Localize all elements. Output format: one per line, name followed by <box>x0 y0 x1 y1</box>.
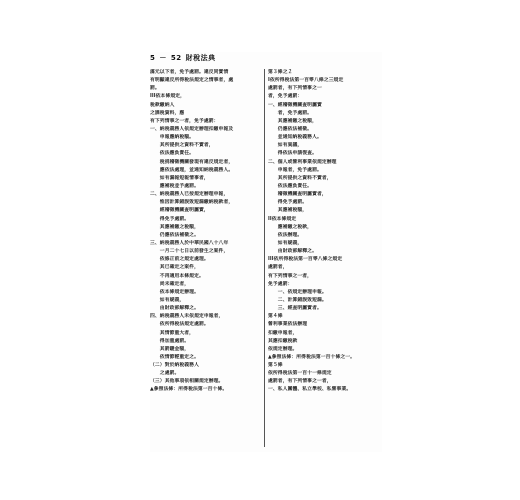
text-line: 者，免予處罰： <box>268 94 303 100</box>
text-line: ▲參照法條：所得稅法第一百十條之一。 <box>268 354 356 360</box>
header-separator: － <box>159 54 167 62</box>
text-line: 如有異議， <box>268 143 303 149</box>
text-line: 稅款繳納人 <box>150 102 175 108</box>
text-line: 稅捐稽徵機關發現有違反規定者， <box>150 159 234 165</box>
text-line: 其應扣繳稅款 <box>268 338 298 344</box>
text-line: 由財政部解釋之。 <box>268 249 317 255</box>
left-text-column <box>150 69 261 449</box>
text-line: 之課稅資料，應 <box>150 110 185 116</box>
right-text-column <box>268 69 379 449</box>
text-line: 者，免予處罰。 <box>268 110 313 116</box>
text-line: 二、個人或營利事業依規定辦理 <box>268 159 337 165</box>
text-line: 有下列情事之一者， <box>268 273 313 279</box>
page-header <box>150 52 382 64</box>
text-line: 一月二十七日以前發生之案件， <box>150 249 229 255</box>
text-line: 一、納稅義務人依規定辦理扣繳申報及 <box>150 126 234 132</box>
text-line: 依法應負責任。 <box>268 183 313 189</box>
text-line: 一、依規定辦理申報。 <box>268 289 327 295</box>
text-line: 處罰者，有下列情事之一 <box>268 86 322 92</box>
text-line: 依規定辦理。 <box>268 346 298 352</box>
text-line: 扣繳申報者， <box>268 330 298 336</box>
text-line: 並通知納稅義務人。 <box>268 135 322 141</box>
text-line: 由財政部解釋之。 <box>150 306 199 312</box>
text-line: 依法應負責任。 <box>150 151 195 157</box>
text-line: 依情節輕重定之。 <box>150 354 199 360</box>
text-line: 應依法處理，並通知納稅義務人。 <box>150 167 234 173</box>
text-line: 營利事業依法辦理 <box>268 322 308 328</box>
text-line: 如有疑義， <box>150 297 185 303</box>
text-line: 其應補繳之稅額， <box>150 224 199 230</box>
text-line: 四、納稅義務人未依規定申報者， <box>150 314 224 320</box>
text-line: I依所得稅法第一百零八條之三規定 <box>268 78 344 84</box>
text-line: 處罰者， <box>268 265 288 271</box>
text-line: 處罰者，有下列情事之一者， <box>268 379 332 385</box>
text-line: III依本條規定， <box>150 94 186 100</box>
text-line: 其應補稅額， <box>268 208 308 214</box>
text-line: 有下列情事之一者，免予處罰： <box>150 118 219 124</box>
text-line: 其所提供之資料不實者， <box>150 143 214 149</box>
text-line: 其應補繳之稅額， <box>268 118 317 124</box>
text-line: 申報者，免予處罰。 <box>268 167 322 173</box>
text-line: 免予處罰： <box>268 281 293 287</box>
text-line: 其情節重大者， <box>150 330 195 336</box>
text-line: III依所得稅法第一百零八條之規定 <box>268 257 343 263</box>
column-divider <box>264 69 265 447</box>
text-line: 二、納稅義務人已按規定辦理申報， <box>150 192 229 198</box>
page-number: 5 <box>150 54 156 62</box>
text-line: 得依法申請復查。 <box>268 151 317 157</box>
text-line: 申報應納稅額。 <box>150 135 195 141</box>
text-line: 稽徵機關查明屬實者， <box>268 192 327 198</box>
text-line: 如有漏報短報情事者， <box>150 175 209 181</box>
text-line: 依本條規定辦理。 <box>150 289 199 295</box>
text-line: 之處罰。 <box>150 371 180 377</box>
section-number: 52 <box>170 54 182 62</box>
text-line: 仍應依法補徵之。 <box>150 232 199 238</box>
text-line: 第４條 <box>268 314 283 320</box>
text-line: 罰。 <box>150 86 160 92</box>
text-line: 三、經查明屬實者。 <box>268 306 322 312</box>
text-line: 得免予處罰。 <box>268 200 308 206</box>
text-line: ▲參照法條：所得稅法第一百十條。 <box>150 387 228 393</box>
text-line: 依所得稅法第一百十一條規定 <box>268 371 332 377</box>
text-line: 第３條之２ <box>268 70 293 75</box>
text-line: 得免予處罰。 <box>150 216 190 222</box>
text-line: （二）對於納稅義務人 <box>150 363 199 369</box>
text-line: 依所得稅法規定處罰。 <box>150 322 209 328</box>
text-line: （三）其他事項依相關規定辦理。 <box>150 379 224 385</box>
text-line: 應補繳之稅款， <box>268 224 313 230</box>
text-line: 第５條 <box>268 363 283 369</box>
text-line: 一、經稽徵機關查明屬實 <box>268 102 322 108</box>
document-page <box>150 52 382 452</box>
text-line: 一、私人團體、私立學校、私營事業。 <box>268 387 352 393</box>
text-line: 不再適用本條規定。 <box>150 273 204 279</box>
text-line: 其罰鍰金額， <box>150 346 190 352</box>
book-title: 財稅法典 <box>185 54 216 62</box>
text-line: 經稽徵機關查明屬實， <box>150 208 209 214</box>
text-line: 三、納稅義務人於中華民國八十八年 <box>150 240 229 246</box>
text-line: 惟因計算錯誤致短漏繳納稅款者， <box>150 200 234 206</box>
text-line: 其所提供之資料不實者， <box>268 175 332 181</box>
text-line: 得加重處罰。 <box>150 338 190 344</box>
text-line: II依本條規定 <box>268 216 297 222</box>
text-line: 有明顯違反所得稅法規定之情事者，處 <box>150 78 234 84</box>
text-line: 依修正前之規定處理。 <box>150 257 209 263</box>
text-line: 如有疑義， <box>268 240 303 246</box>
text-line: 其已確定之案件， <box>150 265 199 271</box>
text-line: 仍應依法補徵。 <box>268 126 313 132</box>
text-line: 尚未確定者， <box>150 281 190 287</box>
text-line: 應補稅並予處罰。 <box>150 183 199 189</box>
text-line: 依法辦理。 <box>268 232 303 238</box>
text-line: 二、計算錯誤致短漏。 <box>268 297 327 303</box>
text-line: 滿元以下者，免予處罰。違反同實情 <box>150 70 229 75</box>
